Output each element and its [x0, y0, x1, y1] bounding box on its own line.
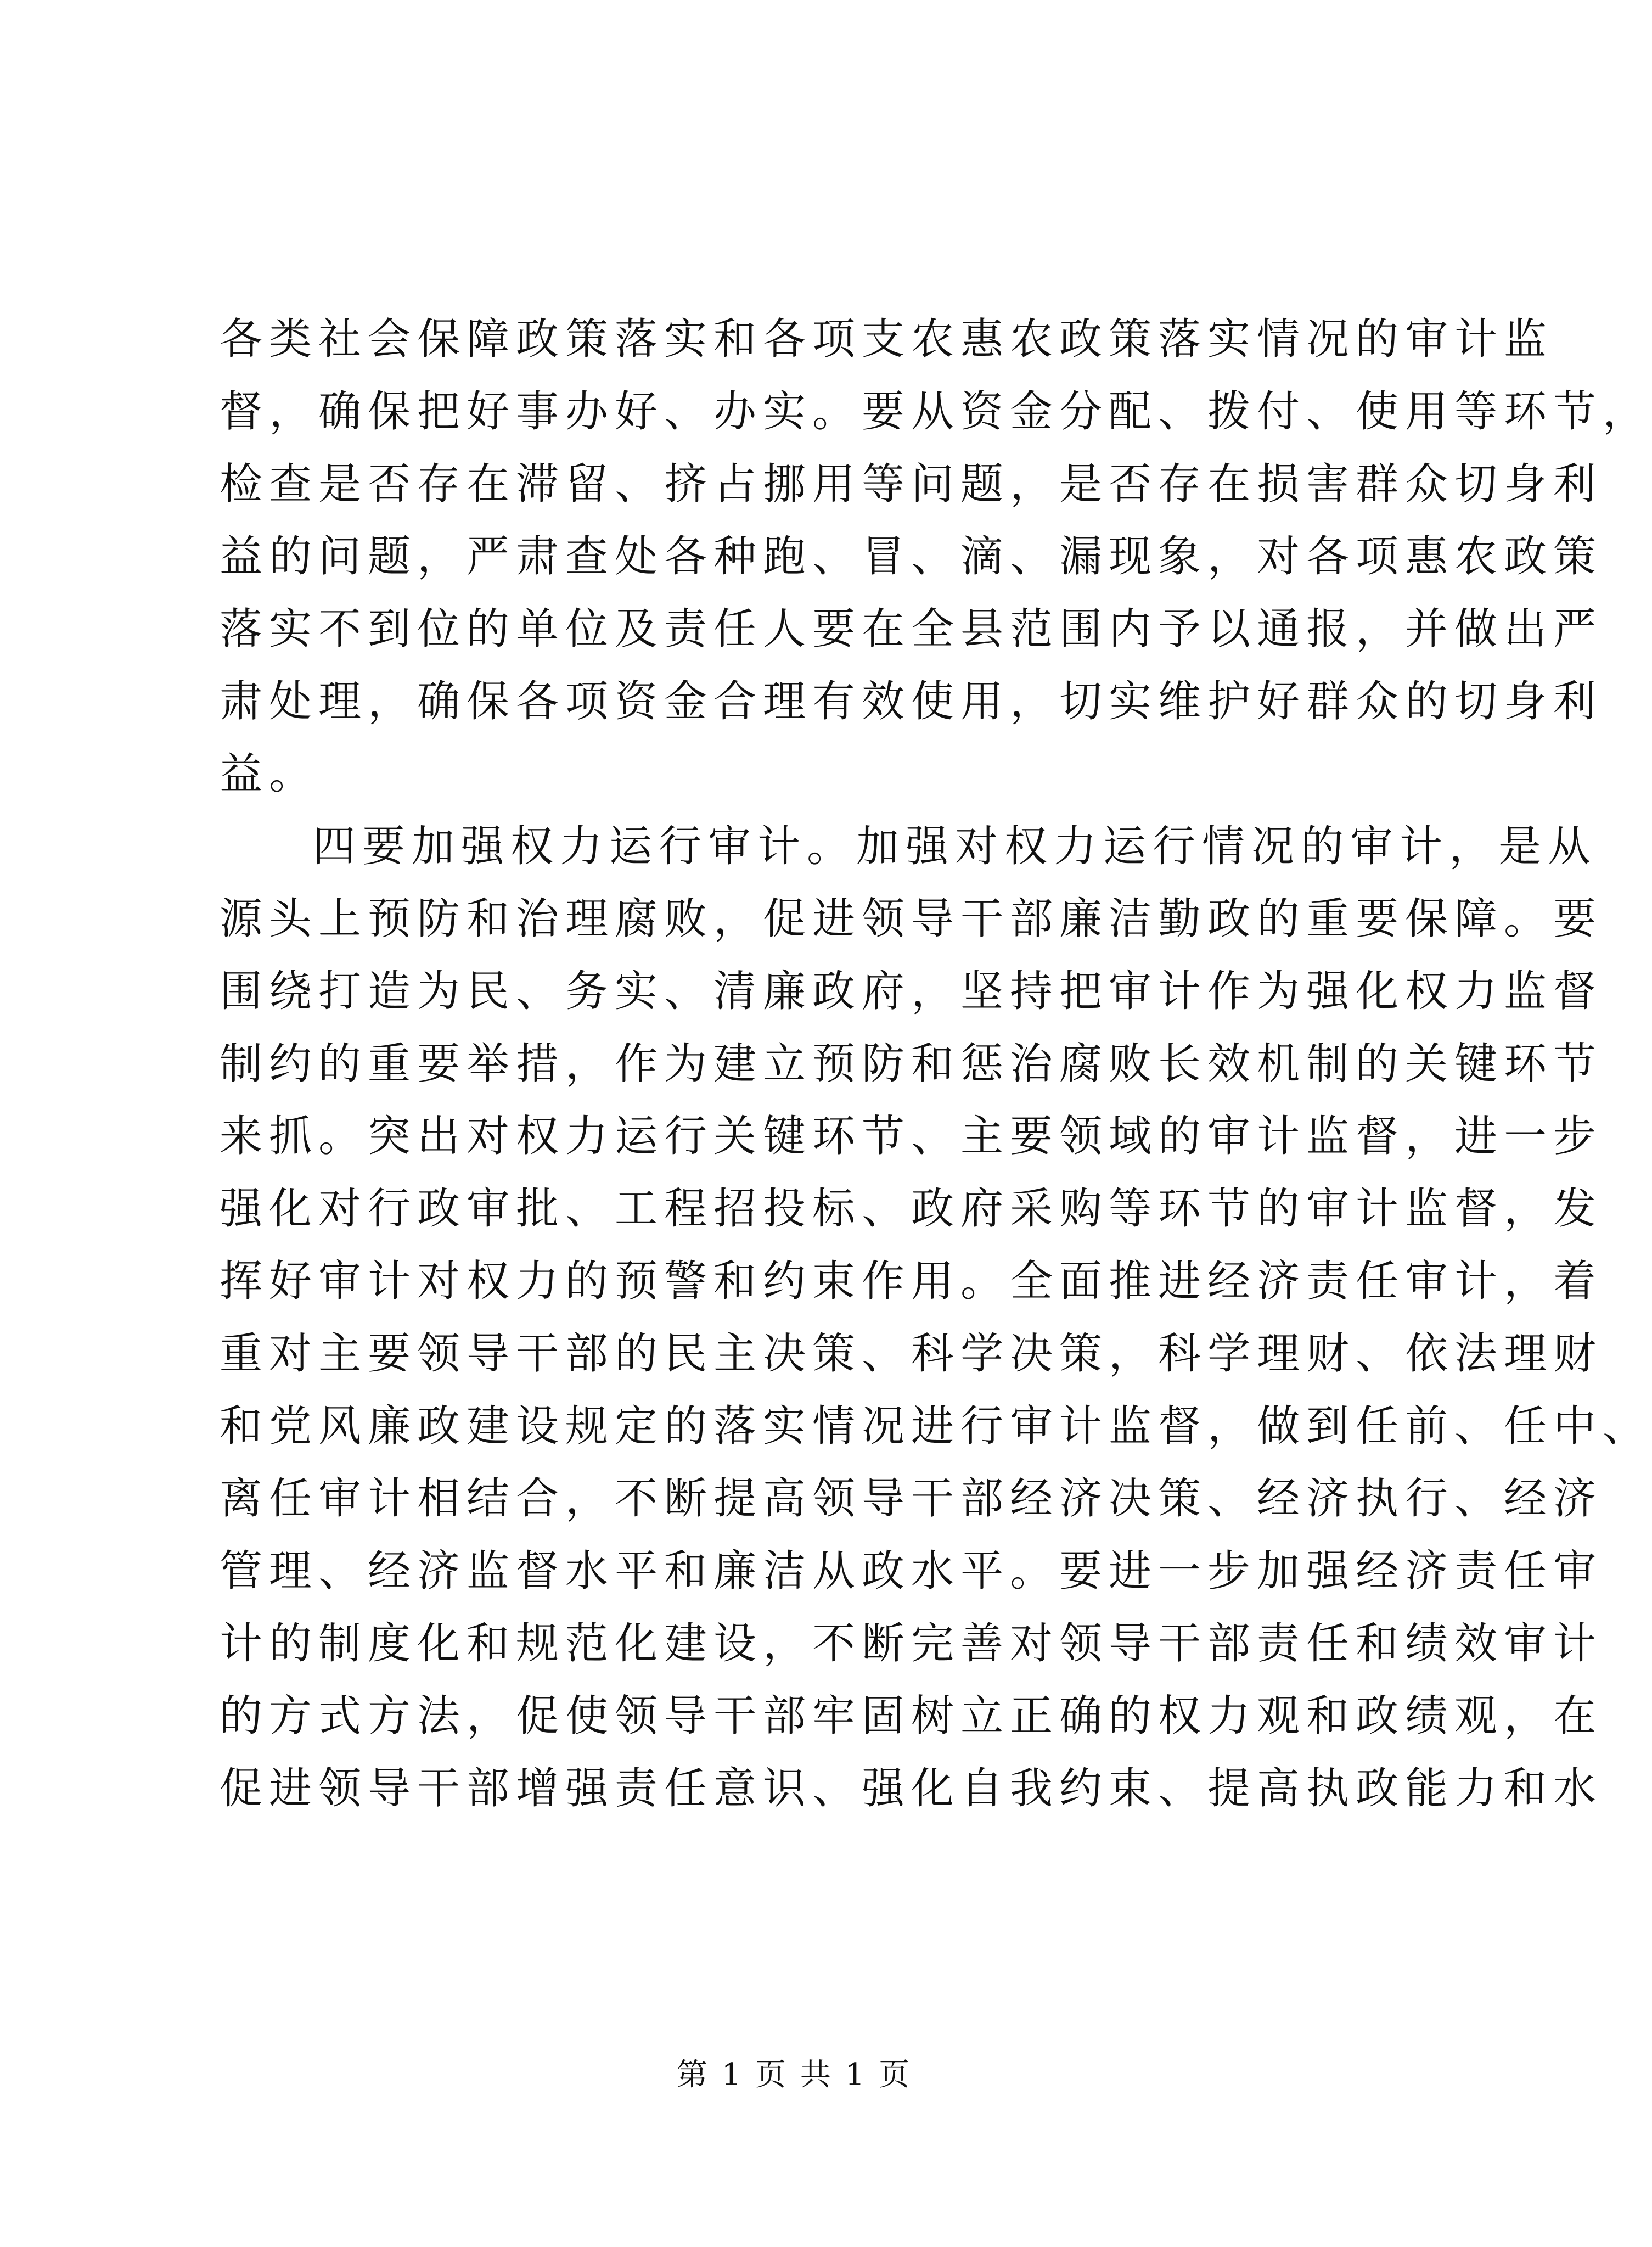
- text-line: 计的制度化和规范化建设，不断完善对领导干部责任和绩效审计: [220, 1619, 1603, 1668]
- text-line: 肃处理，确保各项资金合理有效使用，切实维护好群众的切身利: [220, 677, 1603, 726]
- text-line: 各类社会保障政策落实和各项支农惠农政策落实情况的审计监: [220, 315, 1554, 364]
- text-line: 围绕打造为民、务实、清廉政府，坚持把审计作为强化权力监督: [220, 967, 1603, 1016]
- text-line: 强化对行政审批、工程招投标、政府采购等环节的审计监督，发: [220, 1184, 1603, 1234]
- page-number-footer: 第 1 页 共 1 页: [676, 2057, 912, 2093]
- text-line: 挥好审计对权力的预警和约束作用。全面推进经济责任审计，着: [220, 1257, 1603, 1306]
- text-line: 来抓。突出对权力运行关键环节、主要领域的审计监督，进一步: [220, 1112, 1603, 1161]
- text-line: 促进领导干部增强责任意识、强化自我约束、提高执政能力和水: [220, 1764, 1603, 1813]
- text-line: 落实不到位的单位及责任人要在全县范围内予以通报，并做出严: [220, 604, 1603, 654]
- text-line: 离任审计相结合，不断提高领导干部经济决策、经济执行、经济: [220, 1474, 1603, 1523]
- text-line: 制约的重要举措，作为建立预防和惩治腐败长效机制的关键环节: [220, 1039, 1603, 1089]
- text-line: 的方式方法，促使领导干部牢固树立正确的权力观和政绩观，在: [220, 1691, 1603, 1741]
- body-text: [220, 303, 1652, 1825]
- text-line: 益。: [220, 749, 319, 799]
- text-line: 督，确保把好事办好、办实。要从资金分配、拨付、使用等环节，: [220, 387, 1652, 436]
- text-line: 重对主要领导干部的民主决策、科学决策，科学理财、依法理财: [220, 1329, 1603, 1379]
- text-line: 检查是否存在滞留、挤占挪用等问题，是否存在损害群众切身利: [220, 460, 1603, 509]
- text-line: 和党风廉政建设规定的落实情况进行审计监督，做到任前、任中、: [220, 1402, 1652, 1451]
- text-line: 源头上预防和治理腐败，促进领导干部廉洁勤政的重要保障。要: [220, 894, 1603, 944]
- paragraph-start-line: 四要加强权力运行审计。加强对权力运行情况的审计，是从: [313, 822, 1598, 871]
- text-line: 管理、经济监督水平和廉洁从政水平。要进一步加强经济责任审: [220, 1546, 1603, 1596]
- text-line: 益的问题，严肃查处各种跑、冒、滴、漏现象，对各项惠农政策: [220, 532, 1603, 581]
